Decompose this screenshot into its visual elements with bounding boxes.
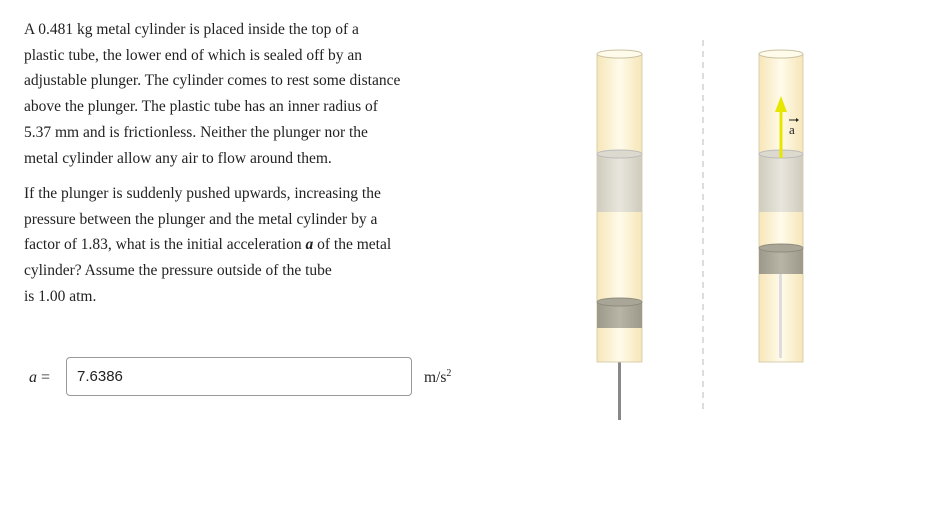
tube-before bbox=[597, 50, 642, 420]
text-line: is 1.00 atm. bbox=[24, 287, 97, 305]
acceleration-label: a bbox=[789, 122, 795, 137]
answer-input[interactable] bbox=[66, 357, 412, 396]
problem-paragraph-1 bbox=[24, 17, 400, 171]
text-line: adjustable plunger. The cylinder comes to rest some distance bbox=[24, 72, 401, 90]
text-line: A 0.481 kg metal cylinder is placed inside the top of a bbox=[24, 21, 359, 38]
equals-sign: = bbox=[37, 369, 51, 386]
plunger-rod bbox=[779, 270, 782, 358]
text-line: pressure between the plunger and the metal cylinder by a bbox=[24, 210, 378, 228]
text-line bbox=[24, 232, 391, 258]
text-span: factor of 1.83, what is the initial acceleration bbox=[24, 236, 306, 254]
text-line: cylinder? Assume the pressure outside of the tube bbox=[24, 262, 332, 280]
answer-var: a bbox=[29, 369, 37, 386]
metal-cylinder bbox=[597, 154, 642, 212]
unit-exponent: 2 bbox=[446, 368, 452, 379]
text-line: above the plunger. The plastic tube has an inner radius of bbox=[24, 98, 378, 116]
answer-label bbox=[29, 369, 50, 387]
text-line: 5.37 mm and is frictionless. Neither the plunger nor the bbox=[24, 123, 368, 141]
metal-cylinder bbox=[759, 154, 803, 212]
text-span: of the metal bbox=[313, 236, 392, 254]
text-line: metal cylinder allow any air to flow around them. bbox=[24, 149, 332, 167]
text-line: plastic tube, the lower end of which is sealed off by an bbox=[24, 46, 363, 64]
answer-unit bbox=[424, 369, 451, 387]
variable-a: a bbox=[305, 236, 314, 254]
tube-diagram bbox=[560, 30, 830, 430]
text-line: If the plunger is suddenly pushed upwards, increasing the bbox=[24, 185, 381, 202]
tube-after bbox=[759, 50, 803, 362]
unit-text: m/s bbox=[424, 369, 447, 386]
problem-paragraph-2 bbox=[24, 181, 391, 310]
